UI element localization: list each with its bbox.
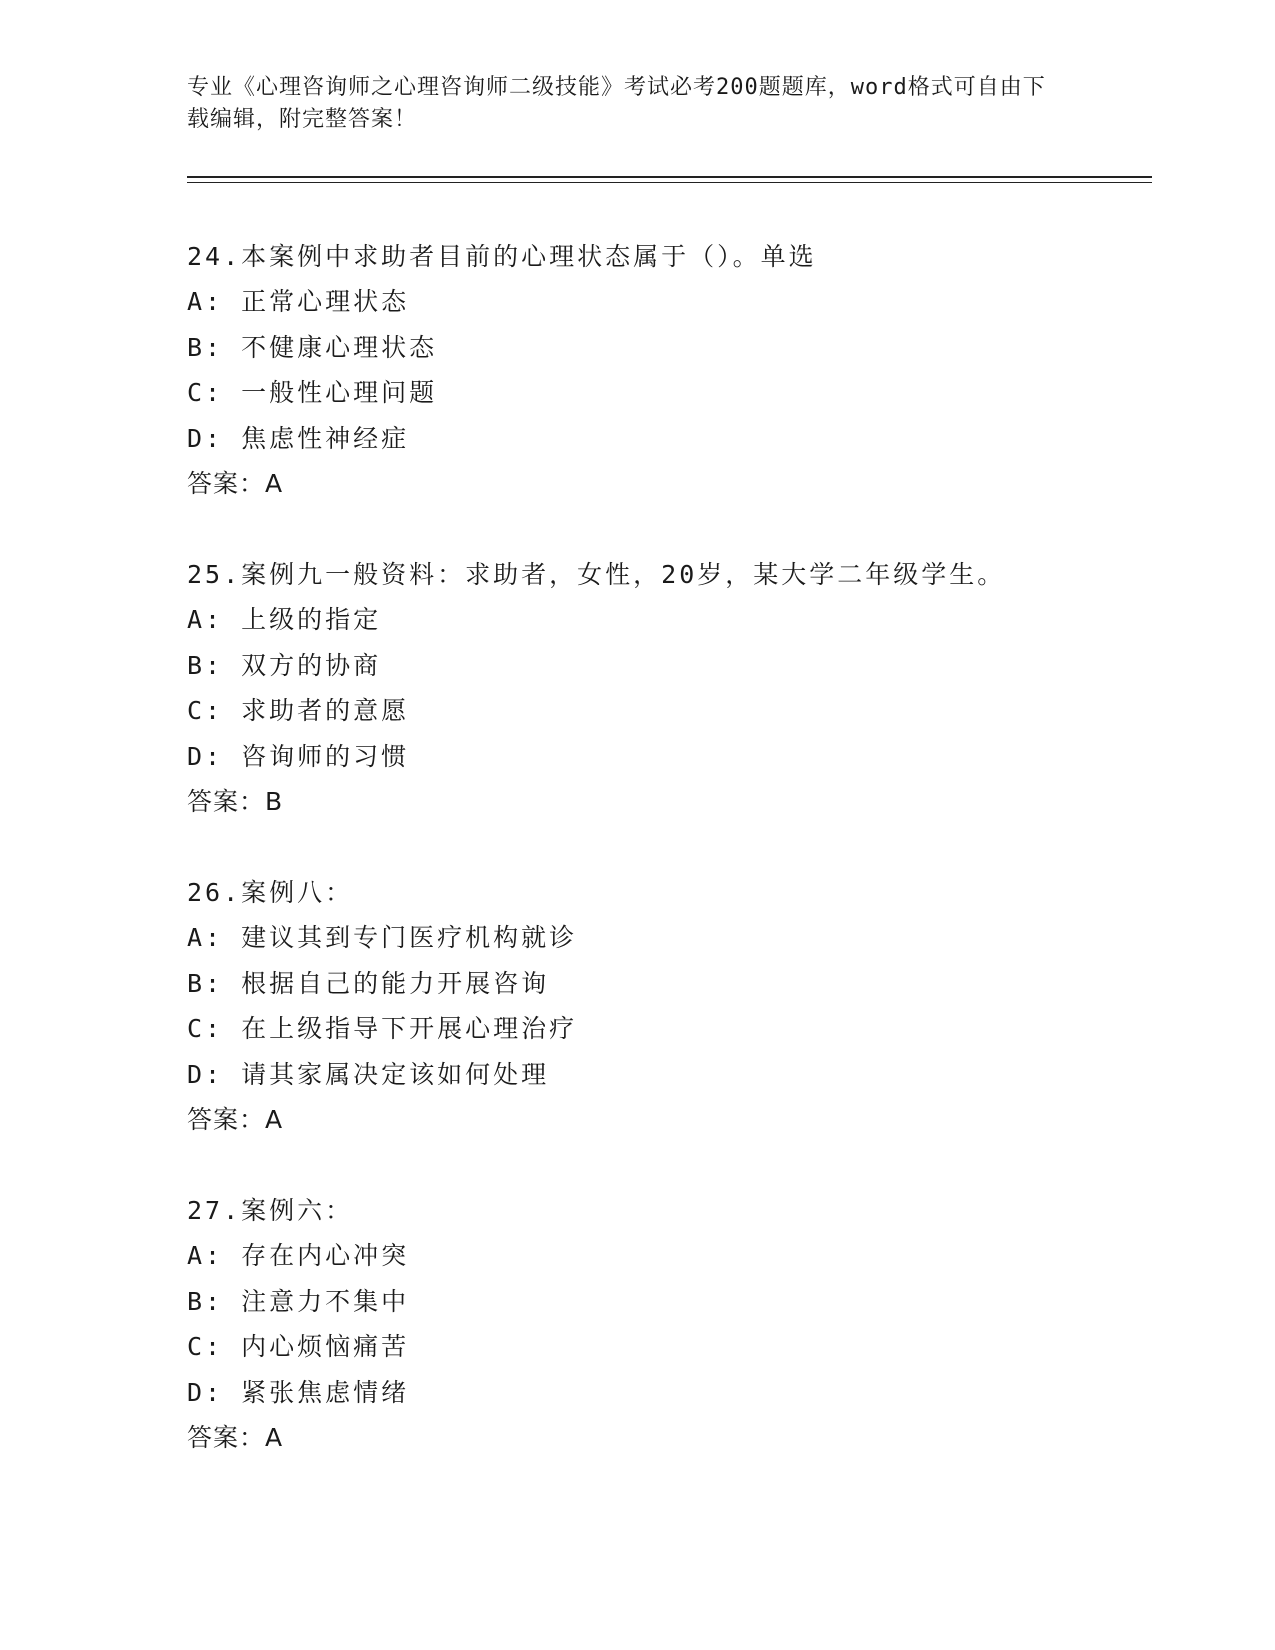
option-d: D: 焦虑性神经症 [187,423,410,453]
document-header: 专业《心理咨询师之心理咨询师二级技能》考试必考200题题库，word格式可自由下载编辑，附完整答案！ [187,75,1046,132]
option-b: B: 双方的协商 [187,650,382,680]
header-divider-thick [187,176,1152,178]
option-a: A: 建议其到专门医疗机构就诊 [187,923,578,952]
option-c: C: 内心烦恼痛苦 [187,1332,410,1361]
option-c: C: 一般性心理问题 [187,378,438,407]
header-divider-thin [187,182,1152,183]
question-list [187,234,1147,1506]
option-b: B: 不健康心理状态 [187,332,438,362]
question-stem: 26.案例八： [187,878,354,907]
question-stem: 25.案例九一般资料：求助者，女性，20岁，某大学二年级学生。 [187,560,1006,589]
option-d: D: 紧张焦虑情绪 [187,1377,410,1407]
option-d: D: 请其家属决定该如何处理 [187,1059,550,1089]
option-b: B: 注意力不集中 [187,1286,410,1316]
answer-line: 答案：A [187,469,284,498]
answer-line: 答案：B [187,787,284,816]
question-stem: 24.本案例中求助者目前的心理状态属于（）。单选 [187,242,817,271]
option-c: C: 求助者的意愿 [187,696,410,725]
question-item [187,234,1147,552]
option-d: D: 咨询师的习惯 [187,741,410,771]
option-b: B: 根据自己的能力开展咨询 [187,968,550,998]
option-a: A: 正常心理状态 [187,287,410,316]
question-item [187,552,1147,870]
option-a: A: 存在内心冲突 [187,1241,410,1270]
answer-line: 答案：A [187,1105,284,1134]
question-item [187,870,1147,1188]
option-c: C: 在上级指导下开展心理治疗 [187,1014,578,1043]
question-stem: 27.案例六： [187,1196,354,1225]
answer-line: 答案：A [187,1423,284,1452]
question-item [187,1188,1147,1506]
option-a: A: 上级的指定 [187,605,382,634]
